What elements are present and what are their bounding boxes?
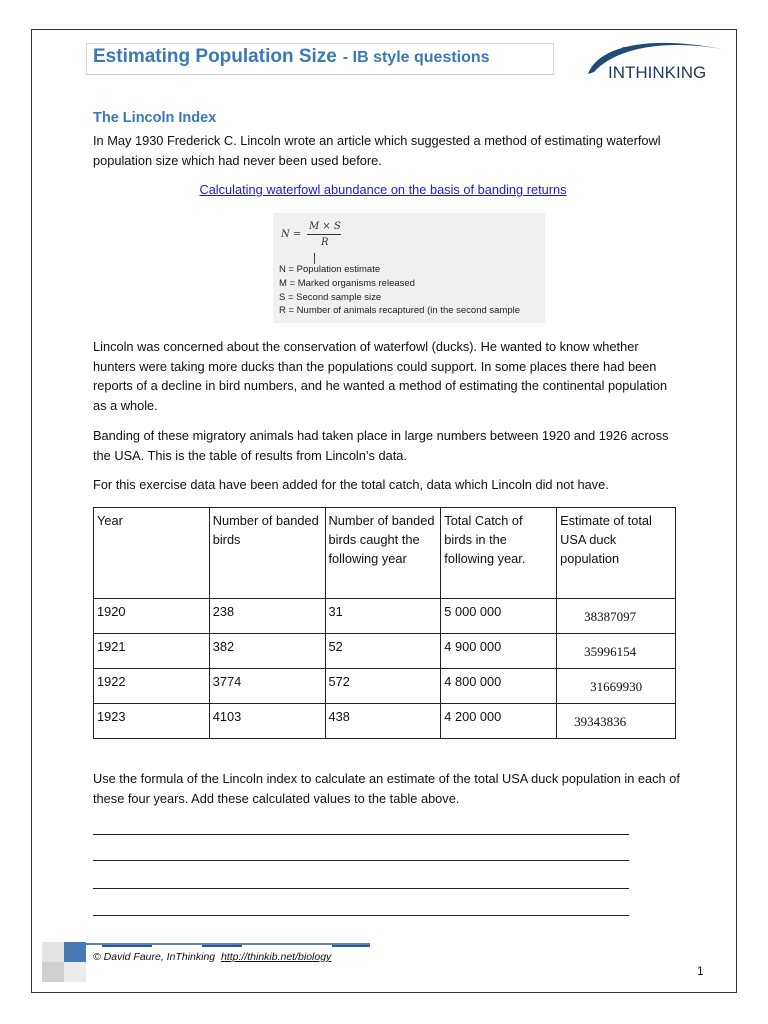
- catch-cell: 5 000 000: [441, 599, 557, 634]
- answer-line[interactable]: [93, 834, 629, 835]
- header-cell: Estimate of total USA duck population: [557, 508, 676, 599]
- answer-line[interactable]: [93, 860, 629, 861]
- catch-cell: 4 200 000: [441, 704, 557, 739]
- formula-legend: [279, 263, 520, 318]
- table-header-row: [94, 508, 676, 599]
- title-subtitle: - IB style questions: [342, 49, 490, 66]
- article-link[interactable]: Calculating waterfowl abundance on the basis of banding returns: [199, 182, 567, 197]
- legend-item: N = Population estimate: [279, 264, 381, 275]
- footer-link[interactable]: http://thinkib.net/biology: [220, 951, 332, 963]
- formula-numerator: M × S: [309, 221, 341, 232]
- logo-text: INTHINKING: [608, 63, 707, 82]
- table-row: [94, 634, 676, 669]
- intro-paragraph: In May 1930 Frederick C. Lincoln wrote an article which suggested a method of estimating waterfowl population size which had never been used before.: [93, 133, 661, 168]
- year-cell: 1921: [94, 634, 210, 669]
- banding-data-table: [93, 507, 676, 739]
- legend-item: M = Marked organisms released: [279, 277, 415, 289]
- recaptured-cell: 572: [325, 669, 441, 704]
- banded-cell: 382: [209, 634, 325, 669]
- question-paragraph: Use the formula of the Lincoln index to calculate an estimate of the total USA duck population in each of these four years. Add these calculated values to the table above.: [93, 771, 680, 806]
- estimate-value: 38387097: [584, 609, 637, 624]
- banding-paragraph: Banding of these migratory animals had taken place in large numbers between 1920 and 1926 across the USA. This is the table of results from Lincoln’s data.: [93, 428, 669, 463]
- section-heading: The Lincoln Index: [93, 110, 217, 126]
- recaptured-cell: 31: [325, 599, 441, 634]
- catch-cell: 4 800 000: [441, 669, 557, 704]
- header-cell: Year: [94, 508, 210, 599]
- answer-line[interactable]: [93, 915, 629, 916]
- copyright-text: © David Faure, InThinking: [93, 951, 216, 963]
- page-title: [93, 46, 490, 68]
- year-cell: 1922: [94, 669, 210, 704]
- catch-cell: 4 900 000: [441, 634, 557, 669]
- table-row: [94, 599, 676, 634]
- page-number: 1: [697, 964, 704, 978]
- title-main: Estimating Population Size: [93, 46, 337, 67]
- header-cell: Number of banded birds: [209, 508, 325, 599]
- year-cell: 1920: [94, 599, 210, 634]
- footer-credit: [93, 951, 331, 963]
- estimate-value: 31669930: [590, 679, 643, 694]
- table-row: [94, 669, 676, 704]
- table-row: [94, 704, 676, 739]
- header-cell: Total Catch of birds in the following year.: [441, 508, 557, 599]
- recaptured-cell: 438: [325, 704, 441, 739]
- year-cell: 1923: [94, 704, 210, 739]
- legend-item: S = Second sample size: [279, 291, 382, 303]
- estimate-cell[interactable]: [557, 599, 676, 634]
- estimate-cell[interactable]: [557, 634, 676, 669]
- estimate-cell[interactable]: [557, 704, 676, 739]
- banded-cell: 238: [209, 599, 325, 634]
- answer-line[interactable]: [93, 888, 629, 889]
- estimate-value: 39343836: [574, 714, 627, 729]
- formula-denominator: R: [321, 237, 329, 248]
- legend-item: R = Number of animals recaptured (in the second sample: [279, 305, 521, 317]
- context-paragraph: Lincoln was concerned about the conservation of waterfowl (ducks). He wanted to know whether hunters were taking more ducks than the populations could support. In some places there had been reports of a decline in bird numbers, and he wanted a method of estimating the continental population as a whole.: [93, 339, 668, 413]
- fraction-bar: [307, 234, 341, 235]
- exercise-note: For this exercise data have been added for the total catch, data which Lincoln did not have.: [93, 477, 609, 492]
- header-cell: Number of banded birds caught the following year: [325, 508, 441, 599]
- estimate-value: 35996154: [584, 644, 637, 659]
- estimate-cell[interactable]: [557, 669, 676, 704]
- banded-cell: 4103: [209, 704, 325, 739]
- formula-image: [273, 213, 545, 323]
- formula-lhs: N =: [281, 229, 302, 240]
- banded-cell: 3774: [209, 669, 325, 704]
- recaptured-cell: 52: [325, 634, 441, 669]
- inthinking-logo: [580, 36, 730, 86]
